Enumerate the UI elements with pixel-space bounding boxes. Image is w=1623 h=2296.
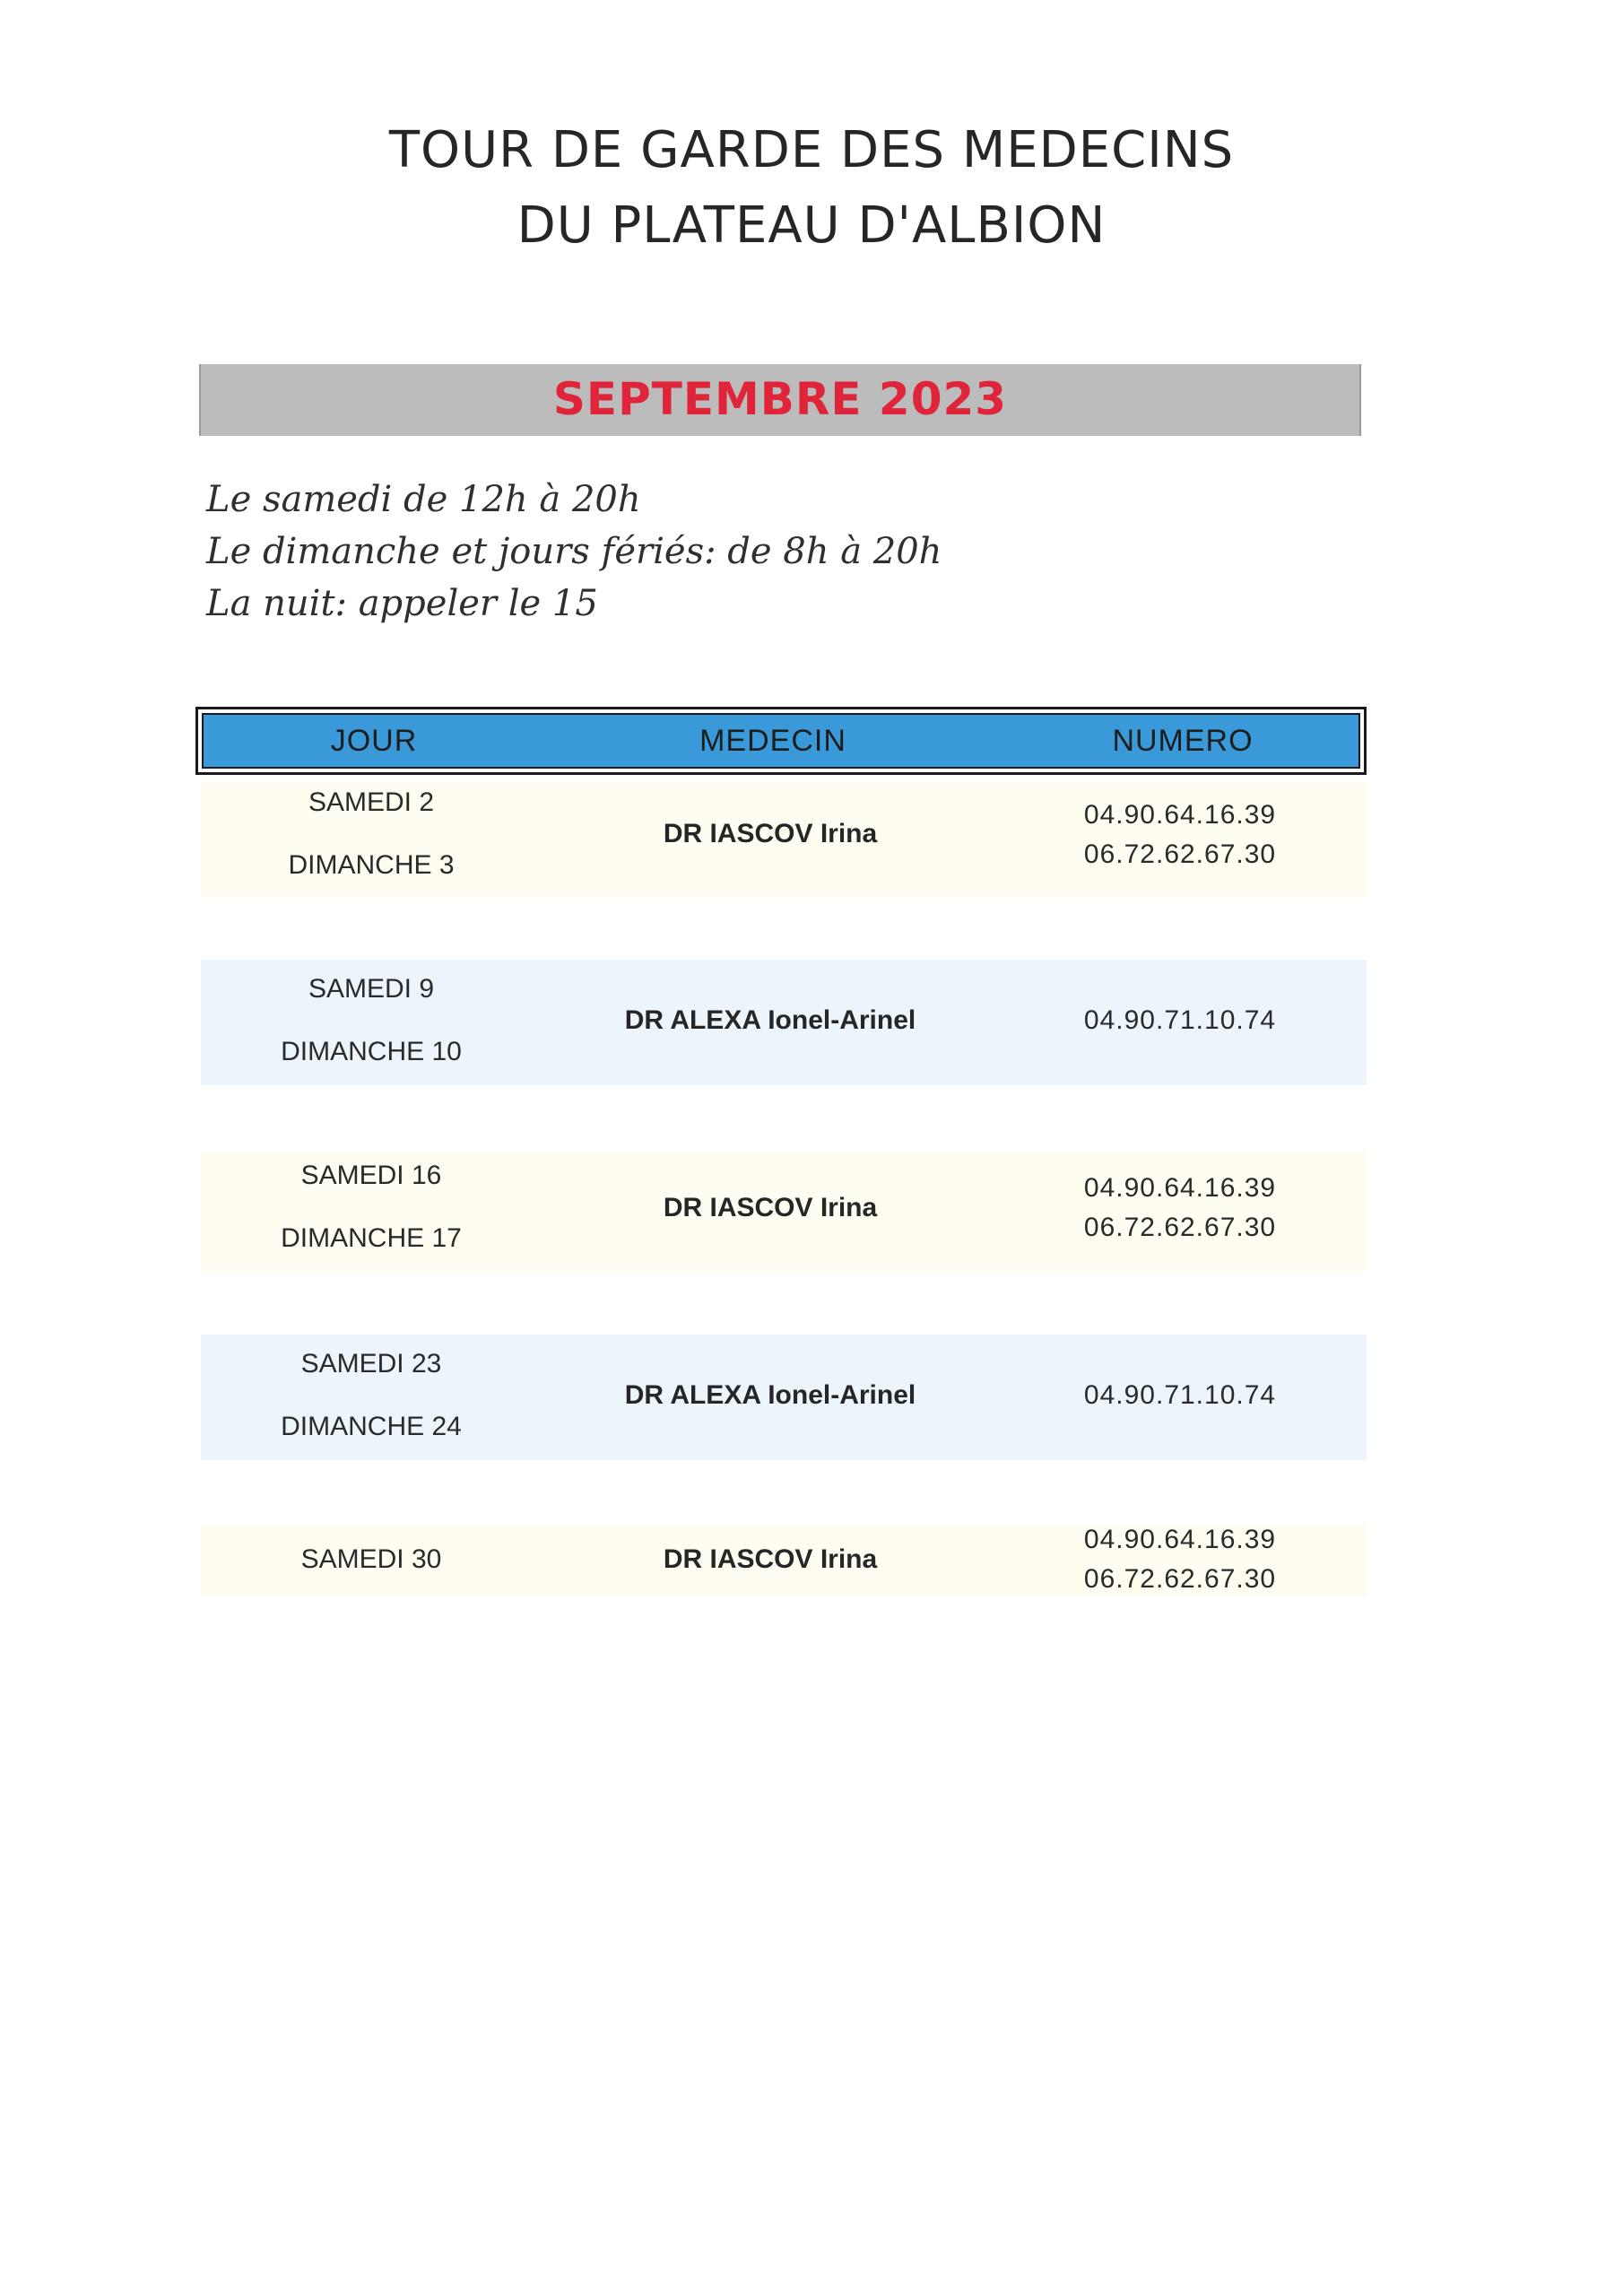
phone-cell: 06.72.62.67.30 bbox=[1083, 1213, 1277, 1242]
day-cell: SAMEDI 16 bbox=[300, 1161, 442, 1190]
day-cell: SAMEDI 2 bbox=[308, 787, 435, 817]
phone-cell: 04.90.64.16.39 bbox=[1083, 1173, 1277, 1203]
doctor-cell: DR IASCOV Irina bbox=[663, 1193, 878, 1222]
info-night: La nuit: appeler le 15 bbox=[206, 583, 598, 624]
phone-cell: 04.90.71.10.74 bbox=[1083, 1380, 1277, 1410]
doctor-cell: DR IASCOV Irina bbox=[663, 1544, 878, 1574]
page-title-line-1: TOUR DE GARDE DES MEDECINS bbox=[388, 121, 1235, 179]
column-header-numero: NUMERO bbox=[1112, 723, 1254, 758]
month-banner bbox=[199, 364, 1361, 436]
table-row bbox=[201, 960, 1367, 1085]
day-cell: DIMANCHE 10 bbox=[281, 1037, 462, 1066]
month-label: SEPTEMBRE 2023 bbox=[552, 373, 1008, 425]
table-row bbox=[201, 1525, 1367, 1596]
info-sunday-hours: Le dimanche et jours fériés: de 8h à 20h bbox=[206, 531, 942, 572]
phone-cell: 04.90.71.10.74 bbox=[1083, 1005, 1277, 1035]
column-header-medecin: MEDECIN bbox=[699, 723, 846, 758]
doctor-cell: DR IASCOV Irina bbox=[663, 819, 878, 848]
phone-cell: 06.72.62.67.30 bbox=[1083, 1564, 1277, 1594]
day-cell: DIMANCHE 3 bbox=[288, 850, 455, 880]
phone-cell: 04.90.64.16.39 bbox=[1083, 800, 1277, 830]
day-cell: DIMANCHE 24 bbox=[281, 1412, 462, 1441]
day-cell: SAMEDI 9 bbox=[308, 974, 435, 1004]
doctor-cell: DR ALEXA Ionel-Arinel bbox=[624, 1380, 916, 1410]
table-row bbox=[201, 1335, 1367, 1460]
table-row bbox=[201, 1152, 1367, 1272]
day-cell: SAMEDI 30 bbox=[300, 1544, 442, 1574]
doctor-cell: DR ALEXA Ionel-Arinel bbox=[624, 1005, 916, 1035]
table-row bbox=[201, 782, 1367, 897]
page-title-line-2: DU PLATEAU D'ALBION bbox=[516, 196, 1107, 255]
phone-cell: 06.72.62.67.30 bbox=[1083, 839, 1277, 869]
phone-cell: 04.90.64.16.39 bbox=[1083, 1525, 1277, 1554]
day-cell: SAMEDI 23 bbox=[300, 1349, 442, 1378]
column-header-jour: JOUR bbox=[330, 723, 418, 758]
table-header bbox=[195, 707, 1367, 775]
info-saturday-hours: Le samedi de 12h à 20h bbox=[206, 479, 641, 520]
day-cell: DIMANCHE 17 bbox=[281, 1223, 462, 1253]
